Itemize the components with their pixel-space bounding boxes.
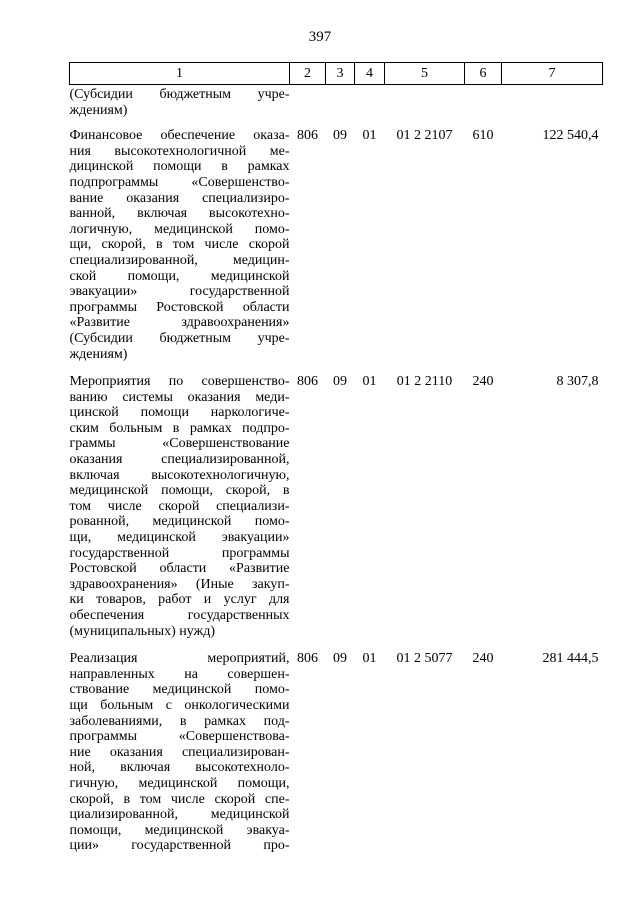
header-col-1: 1 xyxy=(70,63,290,85)
description-line: медицинской помощи, скорой, в xyxy=(69,483,290,499)
description-line: циализированной, медицинской xyxy=(69,807,290,823)
description-line: заболеваниями, в рамках под- xyxy=(69,713,290,729)
cell-expense-type: 240 xyxy=(472,374,494,390)
description-line: дицинской помощи в рамках xyxy=(69,159,290,175)
description-line: (муниципальных) нужд) xyxy=(69,623,216,639)
row-description xyxy=(70,122,290,368)
cell-expense-type: 610 xyxy=(472,128,494,144)
description-line: ной, включая высокотехноло- xyxy=(69,760,290,776)
description-line: «Развитие здравоохранения» xyxy=(69,315,290,331)
table-row xyxy=(70,122,603,368)
row-description xyxy=(70,368,290,645)
description-line: щи, скорой, в том числе скорой xyxy=(69,237,290,253)
description-line: логичную, медицинской помо- xyxy=(69,221,290,237)
header-col-6: 6 xyxy=(465,63,502,85)
description-line: направленных на совершен- xyxy=(69,666,290,682)
description-line: гичную, медицинской помощи, xyxy=(69,775,290,791)
description-line: государственной программы xyxy=(69,545,290,561)
table-row xyxy=(70,645,603,860)
description-line: щи больным с онкологическими xyxy=(69,697,290,713)
table-row xyxy=(70,368,603,645)
description-line: цинской помощи наркологиче- xyxy=(69,405,290,421)
cell-subsection: 01 xyxy=(362,374,377,390)
description-line: обеспечения государственных xyxy=(69,608,290,623)
cell-admin-code: 806 xyxy=(297,651,318,667)
header-col-2: 2 xyxy=(290,63,326,85)
cell-amount: 122 540,4 xyxy=(542,128,599,144)
description-line: ждениям) xyxy=(69,102,128,118)
description-line: ки товаров, работ и услуг для xyxy=(69,592,290,608)
description-line: щи, медицинской эвакуации» xyxy=(69,530,290,546)
description-line: Ростовской области «Развитие xyxy=(69,561,290,577)
cell-section: 09 xyxy=(333,128,347,144)
cell-section: 09 xyxy=(333,651,347,667)
description-line: ской помощи, медицинской xyxy=(69,268,290,284)
description-line: специализированной, медицин- xyxy=(69,252,290,268)
cell-amount: 8 307,8 xyxy=(556,374,599,390)
budget-table xyxy=(69,62,603,860)
cell-expense-type: 240 xyxy=(472,651,494,667)
description-line: ния высокотехнологичной ме- xyxy=(69,143,290,159)
description-line: граммы «Совершенствование xyxy=(69,436,290,452)
page-number: 397 xyxy=(308,29,332,45)
cell-target-article: 01 2 5077 xyxy=(396,651,453,667)
row-description xyxy=(70,645,290,860)
description-line: Финансовое обеспечение оказа- xyxy=(69,128,290,144)
cell-subsection: 01 xyxy=(362,128,377,144)
description-line: помощи, медицинской эвакуа- xyxy=(69,822,290,838)
cell-admin-code: 806 xyxy=(297,374,318,390)
description-line: программы «Совершенствова- xyxy=(69,729,290,745)
description-line: здравоохранения» (Иные закуп- xyxy=(69,576,290,592)
description-line: Реализация мероприятий, xyxy=(69,651,290,667)
description-line: ние оказания специализирован- xyxy=(69,744,290,760)
cell-subsection: 01 xyxy=(362,651,377,667)
description-line: (Субсидии бюджетным учре- xyxy=(69,87,290,102)
description-line: ствование медицинской помо- xyxy=(69,682,290,698)
description-line: (Субсидии бюджетным учре- xyxy=(69,330,290,346)
description-line: эвакуации» государственной xyxy=(69,284,290,300)
cell-amount: 281 444,5 xyxy=(542,651,599,667)
cell-target-article: 01 2 2110 xyxy=(396,374,453,390)
header-col-4: 4 xyxy=(355,63,385,85)
description-line: оказания специализированной, xyxy=(69,452,290,468)
description-line: ским больным в рамках подпро- xyxy=(69,420,290,436)
description-line: Мероприятия по совершенство- xyxy=(69,374,290,390)
description-line: рованной, медицинской помо- xyxy=(69,514,290,530)
description-line: ванию системы оказания меди- xyxy=(69,389,290,405)
description-line: вание оказания специализиро- xyxy=(69,190,290,206)
description-line: подпрограммы «Совершенство- xyxy=(69,174,290,190)
description-line: программы Ростовской области xyxy=(69,299,290,315)
continuation-description xyxy=(70,85,290,123)
description-line: том числе скорой специализи- xyxy=(69,498,290,514)
header-col-7: 7 xyxy=(502,63,603,85)
header-col-5: 5 xyxy=(385,63,465,85)
description-line: скорой, в том числе скорой спе- xyxy=(69,791,290,807)
continuation-row xyxy=(70,85,603,123)
description-line: ванной, включая высокотехно- xyxy=(69,206,290,222)
cell-section: 09 xyxy=(333,374,347,390)
cell-target-article: 01 2 2107 xyxy=(396,128,453,144)
cell-admin-code: 806 xyxy=(297,128,318,144)
header-row xyxy=(70,63,603,85)
description-line: ции» государственной про- xyxy=(69,838,290,854)
description-line: включая высокотехнологичную, xyxy=(69,467,290,483)
header-col-3: 3 xyxy=(326,63,355,85)
description-line: ждениям) xyxy=(69,346,128,362)
